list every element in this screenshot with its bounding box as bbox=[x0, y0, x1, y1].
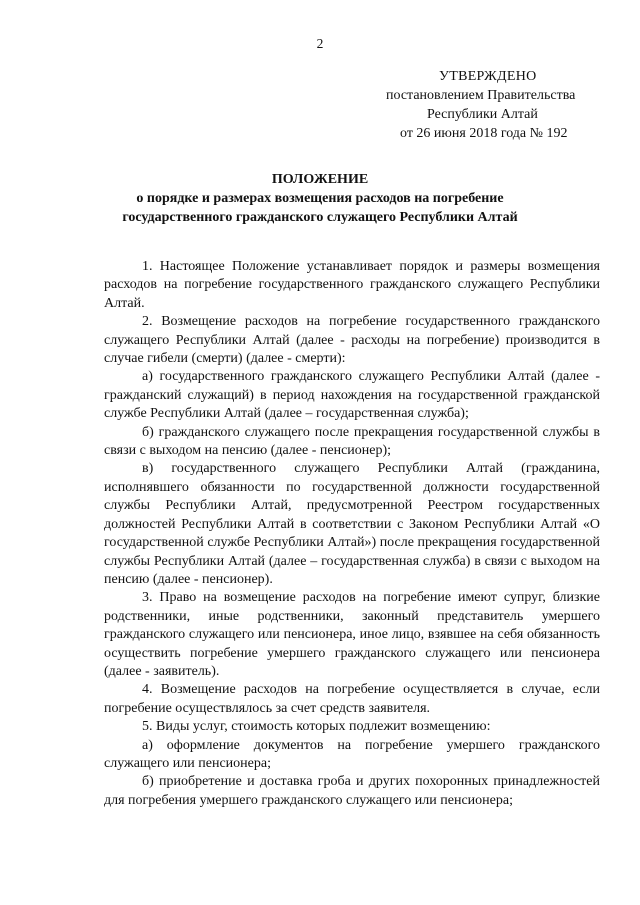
document-heading bbox=[0, 170, 640, 227]
document-subtitle-line: государственного гражданского служащего Республики Алтай bbox=[122, 210, 518, 225]
document-title: ПОЛОЖЕНИЕ bbox=[271, 172, 369, 187]
paragraph-2a: а) государственного гражданского служащего Республики Алтай (далее - гражданский служащий) в период нахождения на государственной гражданской службе Республики Алтай (далее – государственная служба); bbox=[104, 369, 600, 422]
paragraph-2c: в) государственного служащего Республики Алтай (гражданина, исполнявшего обязанности по государственной должности государственной службы Республики Алтай, предусмотренной Реестром государственных должностей Республики Алтай в соответствии с Законом Республики Алтай «О государственной службе Республики Алтай») после прекращения государственной службы Республики Алтай (далее – государственная служба) в связи с выходом на пенсию (далее - пенсионер). bbox=[104, 461, 600, 587]
page-number: 2 bbox=[316, 36, 324, 51]
paragraph-2: 2. Возмещение расходов на погребение государственного гражданского служащего Республики Алтай (далее - расходы на погребение) производится в случае гибели (смерти) (далее - смерти): bbox=[104, 314, 600, 367]
paragraph-5b: б) приобретение и доставка гроба и других похоронных принадлежностей для погребения умершего гражданского служащего или пенсионера; bbox=[104, 774, 600, 808]
paragraph-2b: б) гражданского служащего после прекращения государственной службы в связи с выходом на пенсию (далее - пенсионер); bbox=[104, 424, 600, 459]
paragraph-3: 3. Право на возмещение расходов на погребение имеют супруг, близкие родственники, иные родственники, законный представитель умершего гражданского служащего или пенсионера, иное лицо, взявшее на себя обязанность осуществить погребение умершего гражданского служащего или пенсионера (далее - заявитель). bbox=[104, 590, 600, 679]
document-subtitle-line: о порядке и размерах возмещения расходов на погребение bbox=[136, 191, 504, 206]
approval-line: Республики Алтай bbox=[427, 107, 538, 122]
paragraph-1: 1. Настоящее Положение устанавливает порядок и размеры возмещения расходов на погребение государственного гражданского служащего Республики Алтай. bbox=[104, 259, 600, 311]
paragraph-5a: а) оформление документов на погребение умершего гражданского служащего или пенсионера; bbox=[104, 737, 600, 771]
paragraph-5: 5. Виды услуг, стоимость которых подлежит возмещению: bbox=[142, 719, 491, 735]
approval-date-line: от 26 июня 2018 года № 192 bbox=[400, 126, 568, 141]
approval-line: постановлением Правительства bbox=[386, 88, 576, 103]
approval-title: УТВЕРЖДЕНО bbox=[439, 69, 537, 84]
document-body bbox=[104, 258, 600, 810]
paragraph-4: 4. Возмещение расходов на погребение осуществляется в случае, если погребение осуществлялось за счет средств заявителя. bbox=[104, 682, 600, 716]
